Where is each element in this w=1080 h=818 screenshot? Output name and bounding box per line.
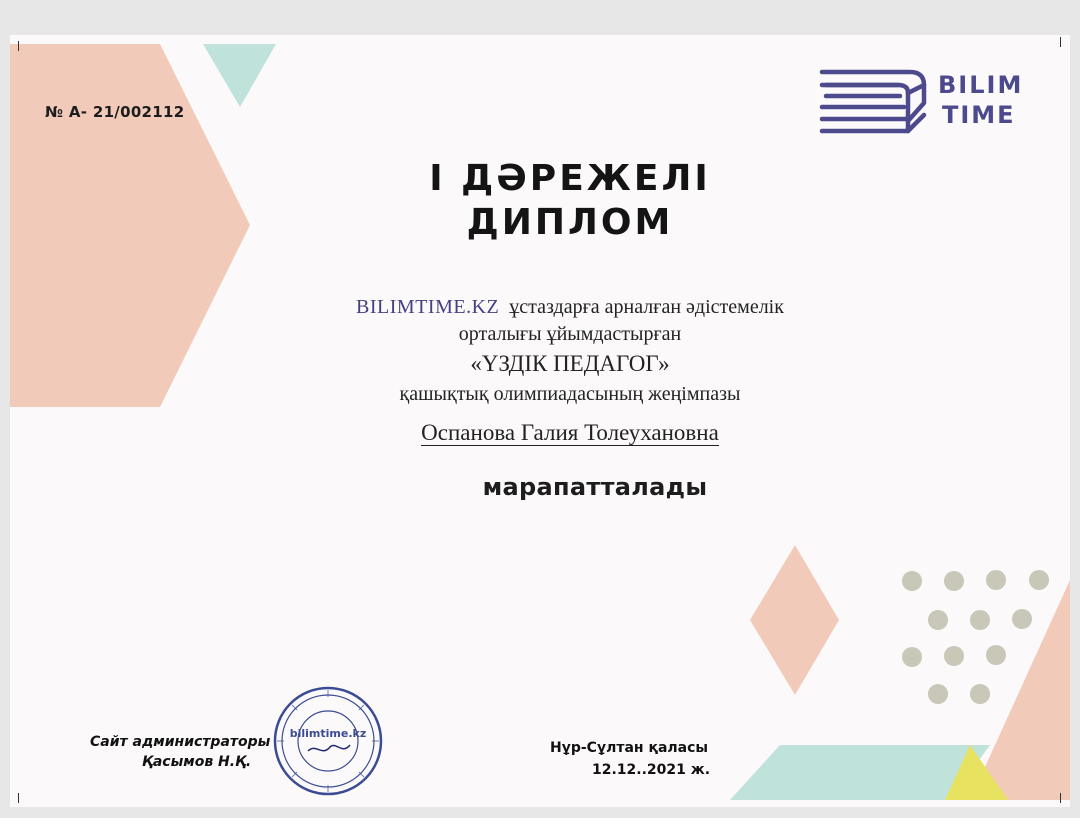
crop-mark — [18, 793, 19, 803]
peach-diamond-shape — [750, 545, 839, 695]
site-name: BILIMTIME.KZ — [356, 296, 500, 318]
organizer-line-2: орталығы ұйымдастырған — [458, 323, 682, 345]
date: 12.12..2021 ж. — [592, 762, 711, 778]
organizer-line-1 — [260, 296, 880, 319]
mint-triangle-shape — [203, 44, 276, 107]
logo-line-1: BILIM — [938, 71, 1024, 99]
signatory-role: Сайт администраторы — [90, 734, 271, 750]
crop-mark — [18, 41, 19, 51]
bilim-time-logo — [818, 63, 1033, 138]
title-diploma: ДИПЛОМ — [466, 202, 674, 243]
signatory-block — [90, 732, 320, 772]
peach-hexagon-shape — [10, 44, 250, 407]
logo-line-2: TIME — [942, 101, 1016, 129]
organizer-text: ұстаздарға арналған әдістемелік — [509, 296, 784, 318]
award-word: марапатталады — [482, 473, 708, 501]
crop-mark — [1060, 37, 1061, 47]
diploma-title — [350, 157, 790, 245]
signatory-name: Қасымов Н.Қ. — [142, 754, 252, 770]
logo-wordmark — [938, 70, 1023, 130]
city: Нұр-Сұлтан қаласы — [550, 740, 709, 756]
recipient-name: Оспанова Галия Толеухановна — [421, 420, 719, 445]
seal-text: bilimtime.kz — [289, 727, 367, 740]
recipient-line — [260, 421, 880, 446]
book-stack-icon — [818, 63, 930, 138]
place-date-block — [550, 737, 750, 781]
certificate-number: № A- 21/002112 — [45, 103, 185, 121]
crop-mark — [1060, 793, 1061, 803]
title-degree: I ДӘРЕЖЕЛІ — [429, 158, 711, 199]
contest-description: қашықтық олимпиадасының жеңімпазы — [399, 383, 741, 405]
contest-name: «ҮЗДІК ПЕДАГОГ» — [470, 351, 670, 376]
certificate-page — [10, 35, 1070, 807]
